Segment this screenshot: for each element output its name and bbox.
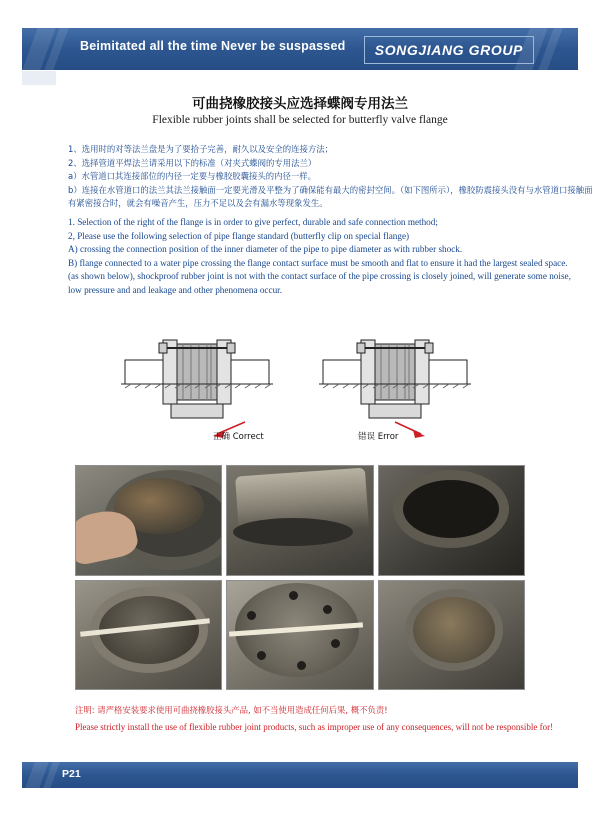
bolt-hole [331,639,340,648]
page-number: P21 [62,768,81,780]
photo-grid [75,465,525,690]
warning-note [75,704,554,732]
page-header [22,28,578,70]
photo-bolted-flange-joint [378,580,525,691]
warning-text-en: Please strictly install the use of flexible rubber joint products, such as improper use of any consequences, will not be responsible for! [75,722,554,732]
body-line-cn: 2、选择管道平焊法兰请采用以下的标准（对夹式蝶阀的专用法兰） [68,157,317,168]
photo-hand-holding-rubber-joint-flange [75,465,222,576]
diagram-label-correct: 正确 Correct [213,432,264,442]
body-line-en: A) crossing the connection position of the inner diameter of the pipe to pipe diameter as with rubber shock. [68,244,463,255]
body-line-cn: a）水管道口其连接部位的内径一定要与橡胶胶囊接头的内径一样。 [68,171,317,182]
photo-flange-face-with-bolt-holes [226,580,373,691]
body-line-en: 2, Please use the following selection of pipe flange standard (butterfly clip on special flange) [68,230,410,241]
body-line-en: (as shown below), shockproof rubber joint is not with the contact surface of the pipe crossing is closely joined, will generate some noise, [68,271,571,282]
bolt-hole [257,651,266,660]
page-title-en: Flexible rubber joints shall be selected for butterfly valve flange [152,114,448,126]
flange-connection-diagram [105,322,495,452]
body-line-en: low pressure and and leakage and other phenomena occur. [68,284,283,295]
photo-pipe-bore-interior [378,465,525,576]
photo-flange-measured-with-tape [75,580,222,691]
page-footer [22,762,578,788]
pipe-bore-shape [403,480,499,538]
photo-pipe-end-contact-surface [226,465,373,576]
bolt-hole [289,591,298,600]
body-line-en: 1. Selection of the right of the flange is in order to give perfect, durable and safe connection method; [68,216,438,227]
brand-name: SONGJIANG GROUP [374,42,523,58]
diagram-label-error: 错误 Error [358,432,399,442]
diagram-svg [105,322,495,452]
body-text [68,143,593,298]
bolt-hole [247,611,256,620]
pipe-mouth-shape [233,518,353,546]
bolt-hole [297,661,306,670]
body-line-cn: 有紧密接合时，就会有噪音产生，压力不足以及会有漏水等现象发生。 [68,198,328,209]
header-corner-decoration [22,71,56,85]
bolt-hole [323,605,332,614]
body-line-en: B) flange connected to a water pipe crossing the flange contact surface must be smooth and flat to ensure it had the largest sealed space. [68,257,568,268]
page-title-cn: 可曲挠橡胶接头应选择蝶阀专用法兰 [192,96,408,112]
body-line-cn: b）连接在水管道口的法兰其法兰接触面一定要光滑及平整为了确保能有最大的密封空间。（如下图所示），橡胶防震接头没有与水管道口接触面 [68,184,593,195]
header-slogan: Beimitated all the time Never be suspassed [80,39,346,53]
flange-joint-shape [405,589,503,671]
body-line-cn: 1、选用时的对等法兰盘是为了要拾子完善，耐久以及安全的连接方法； [68,144,333,154]
error-arrow [395,422,425,438]
brand-logo [364,36,534,64]
warning-text-cn: 注明: 请严格安装要求使用可曲挠橡胶接头产品, 如不当使用造成任何后果, 概不负责! [75,705,388,715]
